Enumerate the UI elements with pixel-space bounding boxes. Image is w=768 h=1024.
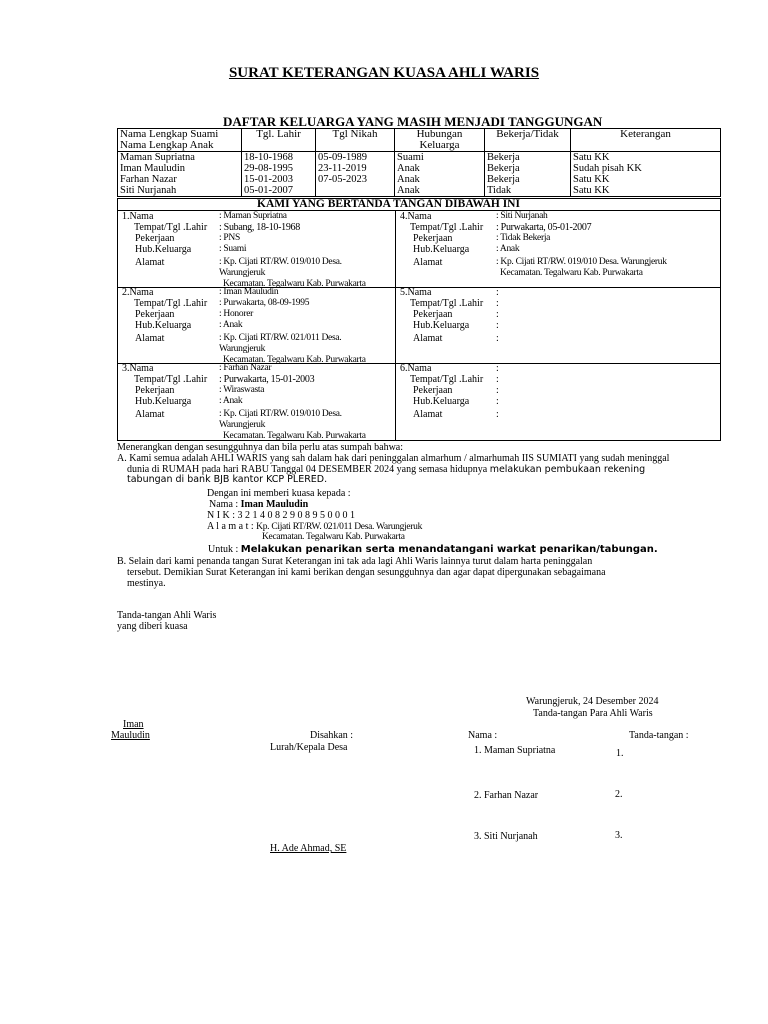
person-4-values: : Siti Nurjanah : Purwakarta, 05-01-2007 : Tidak Bekerja : Anak : Kp. Cijati RT/RW. 019/010 Desa. Warungjeruk Kecamatan. Tegalwaru Kab. Purwakarta	[496, 211, 667, 278]
cell-marriage	[316, 185, 395, 197]
heir-signature-label2: yang diberi kuasa	[117, 621, 188, 632]
heir-2-name: 2. Farhan Nazar	[474, 790, 539, 801]
disahkan-label: Disahkan :	[310, 730, 354, 741]
person-5-labels: 5.Nama Tempat/Tgl .Lahir Pekerjaan Hub.Keluarga Alamat	[400, 287, 484, 344]
lurah-name: H. Ade Ahmad, SE	[270, 843, 347, 854]
cell-note: Sudah pisah KK	[571, 163, 721, 174]
family-table-header	[118, 129, 721, 152]
person-5-values: : : : : :	[496, 287, 499, 344]
intro-text: Menerangkan dengan sesungguhnya dan bila perlu atas sumpah bahwa:	[117, 442, 404, 453]
cell-name: Maman Supriatna	[118, 152, 242, 164]
statement-b-line2: tersebut. Demikian Surat Keterangan ini kami berikan dengan sesungguhnya dan agar dapat dipergunakan sebagaimana	[127, 567, 606, 578]
person-1-labels: 1.Nama Tempat/Tgl .Lahir Pekerjaan Hub.Keluarga Alamat	[122, 211, 208, 268]
document-title: SURAT KETERANGAN KUASA AHLI WARIS	[228, 65, 540, 81]
cell-name: Farhan Nazar	[118, 174, 242, 185]
person-3-labels: 3.Nama Tempat/Tgl .Lahir Pekerjaan Hub.Keluarga Alamat	[122, 363, 208, 420]
header-relation: Hubungan Keluarga	[395, 129, 485, 152]
table-row	[118, 174, 721, 185]
header-work: Bekerja/Tidak	[485, 129, 571, 152]
header-birth: Tgl. Lahir	[242, 129, 316, 152]
table-row	[118, 185, 721, 197]
cell-note: Satu KK	[571, 152, 721, 164]
table-row	[118, 152, 721, 164]
family-table	[117, 128, 721, 197]
statement-a-line1: A. Kami semua adalah AHLI WARIS yang sah dalam hak dari peninggalan almarhum / almarhumah IIS SUMIATI yang sudah meninggal	[117, 453, 670, 464]
header-name: Nama Lengkap Suami Nama Lengkap Anak	[118, 129, 242, 152]
heir-3-name: 3. Siti Nurjanah	[474, 831, 538, 842]
signers-section-title: KAMI YANG BERTANDA TANGAN DIBAWAH INI	[257, 198, 520, 210]
cell-marriage: 05-09-1989	[316, 152, 395, 164]
person-6-labels: 6.Nama Tempat/Tgl .Lahir Pekerjaan Hub.Keluarga Alamat	[400, 363, 484, 420]
heirs-signature-label: Tanda-tangan Para Ahli Waris	[533, 708, 653, 719]
cell-birth: 15-01-2003	[242, 174, 316, 185]
cell-note: Satu KK	[571, 174, 721, 185]
heir-signature-label: Tanda-tangan Ahli Waris	[117, 610, 217, 621]
cell-work: Bekerja	[485, 174, 571, 185]
person-1-values: : Maman Supriatna : Subang, 18-10-1968 : PNS : Suami : Kp. Cijati RT/RW. 019/010 Desa. Warungjeruk Kecamatan. Tegalwaru Kab. Purwakarta	[219, 211, 366, 289]
person-2-labels: 2.Nama Tempat/Tgl .Lahir Pekerjaan Hub.Keluarga Alamat	[122, 287, 208, 344]
statement-a-line3: tabungan di bank BJB kantor KCP PLERED.	[127, 474, 328, 485]
cell-work: Tidak	[485, 185, 571, 197]
kuasa-nama: Nama : Iman Mauludin	[209, 499, 309, 510]
person-2-values: : Iman Mauludin : Purwakarta, 08-09-1995 : Honorer : Anak : Kp. Cijati RT/RW. 021/011 Desa. Warungjeruk Kecamatan. Tegalwaru Kab. Purwakarta	[219, 287, 366, 365]
person-6-values: : : : : :	[496, 363, 499, 420]
cell-relation: Anak	[395, 163, 485, 174]
heir-1-no: 1.	[616, 748, 624, 759]
nama-header: Nama :	[468, 730, 498, 741]
cell-birth: 29-08-1995	[242, 163, 316, 174]
cell-relation: Anak	[395, 185, 485, 197]
cell-note: Satu KK	[571, 185, 721, 197]
cell-work: Bekerja	[485, 163, 571, 174]
kuasa-intro: Dengan ini memberi kuasa kepada :	[207, 488, 351, 499]
heir-2-no: 2.	[615, 789, 623, 800]
kuasa-alamat: A l a m a t : Kp. Cijati RT/RW. 021/011 Desa. Warungjeruk	[207, 521, 423, 532]
kuasa-alamat2: Kecamatan. Tegalwaru Kab. Purwakarta	[262, 532, 405, 542]
family-section-title: DAFTAR KELUARGA YANG MASIH MENJADI TANGGUNGAN	[223, 114, 603, 129]
header-note: Keterangan	[571, 129, 721, 152]
cell-marriage: 07-05-2023	[316, 174, 395, 185]
statement-b-line1: B. Selain dari kami penanda tangan Surat Keterangan ini tak ada lagi Ahli Waris lainnya turut dalam harta peninggalan	[117, 556, 593, 567]
cell-name: Siti Nurjanah	[118, 185, 242, 197]
attorney-name-line1: Iman	[123, 719, 144, 730]
attorney-name-line2: Mauludin	[111, 730, 150, 741]
table-row	[118, 163, 721, 174]
statement-a-line2: dunia di RUMAH pada hari RABU Tanggal 04 DESEMBER 2024 yang semasa hidupnya melakukan pembukaan rekening	[127, 464, 646, 475]
header-marriage: Tgl Nikah	[316, 129, 395, 152]
cell-work: Bekerja	[485, 152, 571, 164]
heir-3-no: 3.	[615, 830, 623, 841]
statement-b-line3: mestinya.	[127, 578, 166, 589]
kuasa-nik: N I K : 3 2 1 4 0 8 2 9 0 8 9 5 0 0 0 1	[207, 510, 356, 521]
person-3-values: : Farhan Nazar : Purwakarta, 15-01-2003 : Wiraswasta : Anak : Kp. Cijati RT/RW. 019/010 Desa. Warungjeruk Kecamatan. Tegalwaru Kab. Purwakarta	[219, 363, 366, 441]
cell-marriage: 23-11-2019	[316, 163, 395, 174]
cell-birth: 18-10-1968	[242, 152, 316, 164]
lurah-label: Lurah/Kepala Desa	[270, 742, 348, 753]
heir-1-name: 1. Maman Supriatna	[474, 745, 556, 756]
cell-relation: Anak	[395, 174, 485, 185]
person-4-labels: 4.Nama Tempat/Tgl .Lahir Pekerjaan Hub.Keluarga Alamat	[400, 211, 484, 268]
untuk-line: Untuk : Melakukan penarikan serta menandatangani warkat penarikan/tabungan.	[208, 544, 658, 555]
cell-birth: 05-01-2007	[242, 185, 316, 197]
place-date: Warungjeruk, 24 Desember 2024	[526, 696, 659, 707]
cell-name: Iman Mauludin	[118, 163, 242, 174]
ttd-header: Tanda-tangan :	[629, 730, 689, 741]
cell-relation: Suami	[395, 152, 485, 164]
